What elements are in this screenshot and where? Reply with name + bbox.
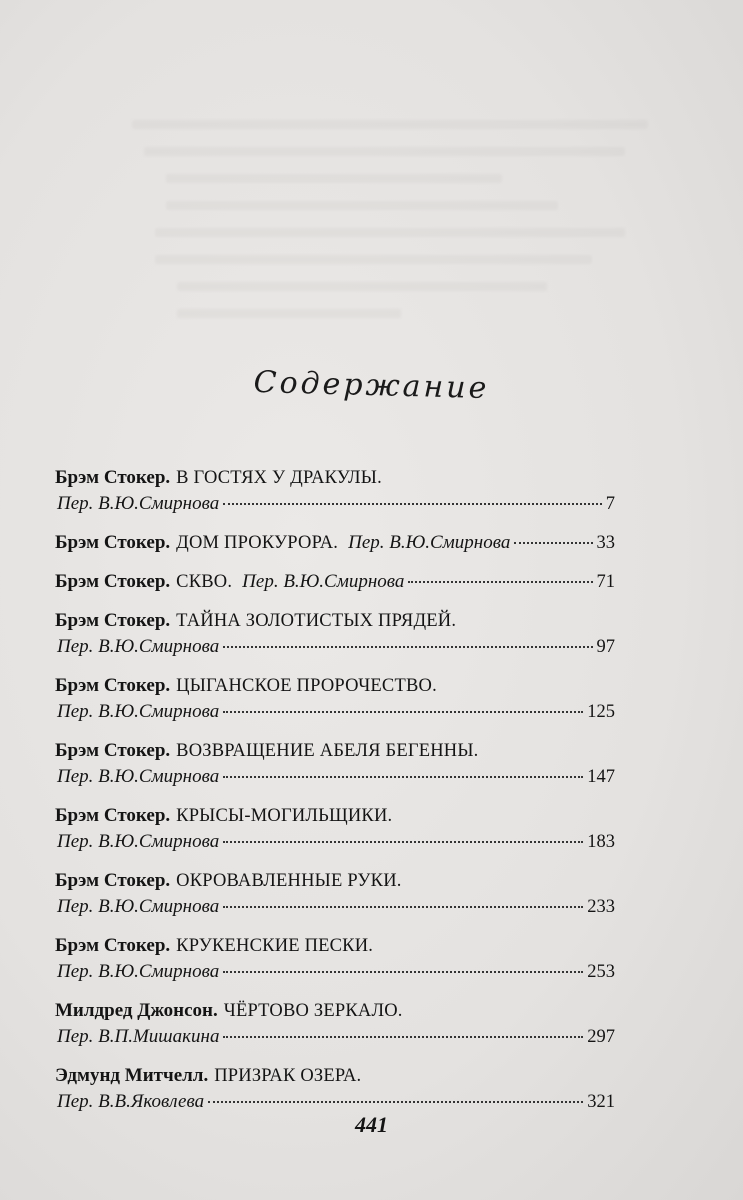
entry-author: Брэм Стокер.: [55, 740, 171, 761]
leader-dots: [223, 775, 583, 778]
entry-author: Брэм Стокер.: [55, 675, 171, 696]
entry-page: 33: [596, 533, 615, 553]
toc-entry: [55, 465, 615, 517]
leader-dots: [223, 645, 592, 648]
entry-author: Брэм Стокер.: [55, 870, 171, 891]
entry-translator: Пер. В.В.Яковлева: [57, 1091, 205, 1112]
leader-dots: [223, 970, 583, 973]
entry-title: ВОЗВРАЩЕНИЕ АБЕЛЯ БЕГЕННЫ.: [176, 741, 479, 761]
contents-heading: Содержание: [253, 364, 490, 407]
leader-dots: [223, 1035, 583, 1038]
entry-page: 7: [605, 494, 615, 514]
entry-translator: Пер. В.Ю.Смирнова: [57, 896, 220, 917]
toc-entry: [55, 933, 615, 985]
toc-entry: [55, 868, 615, 920]
page-number: 441: [355, 1112, 388, 1137]
entry-page: 321: [587, 1092, 615, 1112]
leader-dots: [223, 710, 583, 713]
toc-entry: [55, 738, 615, 790]
toc-entry: [55, 998, 615, 1050]
entry-page: 71: [596, 572, 615, 592]
entry-translator: Пер. В.Ю.Смирнова: [242, 571, 405, 592]
entry-translator: Пер. В.Ю.Смирнова: [57, 831, 220, 852]
entry-title: ТАЙНА ЗОЛОТИСТЫХ ПРЯДЕЙ.: [176, 611, 457, 631]
entry-title: ДОМ ПРОКУРОРА.: [176, 533, 339, 553]
entry-title: КРЫСЫ-МОГИЛЬЩИКИ.: [176, 806, 393, 826]
entry-title: ЦЫГАНСКОЕ ПРОРОЧЕСТВО.: [176, 676, 437, 696]
entry-title: ОКРОВАВЛЕННЫЕ РУКИ.: [176, 871, 402, 891]
toc-entry: [55, 803, 615, 855]
toc-entry: [55, 569, 615, 595]
entry-author: Брэм Стокер.: [55, 805, 171, 826]
leader-dots: [208, 1100, 583, 1103]
entry-author: Брэм Стокер.: [55, 467, 171, 488]
entry-translator: Пер. В.П.Мишакина: [57, 1026, 220, 1047]
entry-author: Милдред Джонсон.: [55, 1000, 218, 1021]
leader-dots: [223, 840, 583, 843]
leader-dots: [408, 580, 592, 583]
entry-title: СКВО.: [176, 572, 233, 592]
leader-dots: [223, 502, 602, 505]
entry-translator: Пер. В.Ю.Смирнова: [57, 766, 220, 787]
entry-page: 97: [596, 637, 615, 657]
leader-dots: [514, 541, 592, 544]
entry-title: ПРИЗРАК ОЗЕРА.: [214, 1066, 362, 1086]
toc-entry: [55, 673, 615, 725]
entry-page: 125: [587, 702, 615, 722]
entry-page: 147: [587, 767, 615, 787]
entry-translator: Пер. В.Ю.Смирнова: [57, 701, 220, 722]
entry-translator: Пер. В.Ю.Смирнова: [57, 493, 220, 514]
entry-author: Брэм Стокер.: [55, 610, 171, 631]
entry-page: 233: [587, 897, 615, 917]
entry-page: 183: [587, 832, 615, 852]
leader-dots: [223, 905, 583, 908]
toc-entry: [55, 608, 615, 660]
entry-title: В ГОСТЯХ У ДРАКУЛЫ.: [176, 468, 382, 488]
entry-page: 297: [587, 1027, 615, 1047]
entry-author: Брэм Стокер.: [55, 532, 171, 553]
entry-translator: Пер. В.Ю.Смирнова: [348, 532, 511, 553]
entry-author: Эдмунд Митчелл.: [55, 1065, 209, 1086]
entry-title: ЧЁРТОВО ЗЕРКАЛО.: [223, 1001, 403, 1021]
entry-author: Брэм Стокер.: [55, 935, 171, 956]
toc-entry: [55, 530, 615, 556]
toc-entry: [55, 1063, 615, 1115]
table-of-contents: [55, 465, 615, 1128]
entry-page: 253: [587, 962, 615, 982]
entry-translator: Пер. В.Ю.Смирнова: [57, 636, 220, 657]
entry-translator: Пер. В.Ю.Смирнова: [57, 961, 220, 982]
entry-title: КРУКЕНСКИЕ ПЕСКИ.: [176, 936, 374, 956]
entry-author: Брэм Стокер.: [55, 571, 171, 592]
